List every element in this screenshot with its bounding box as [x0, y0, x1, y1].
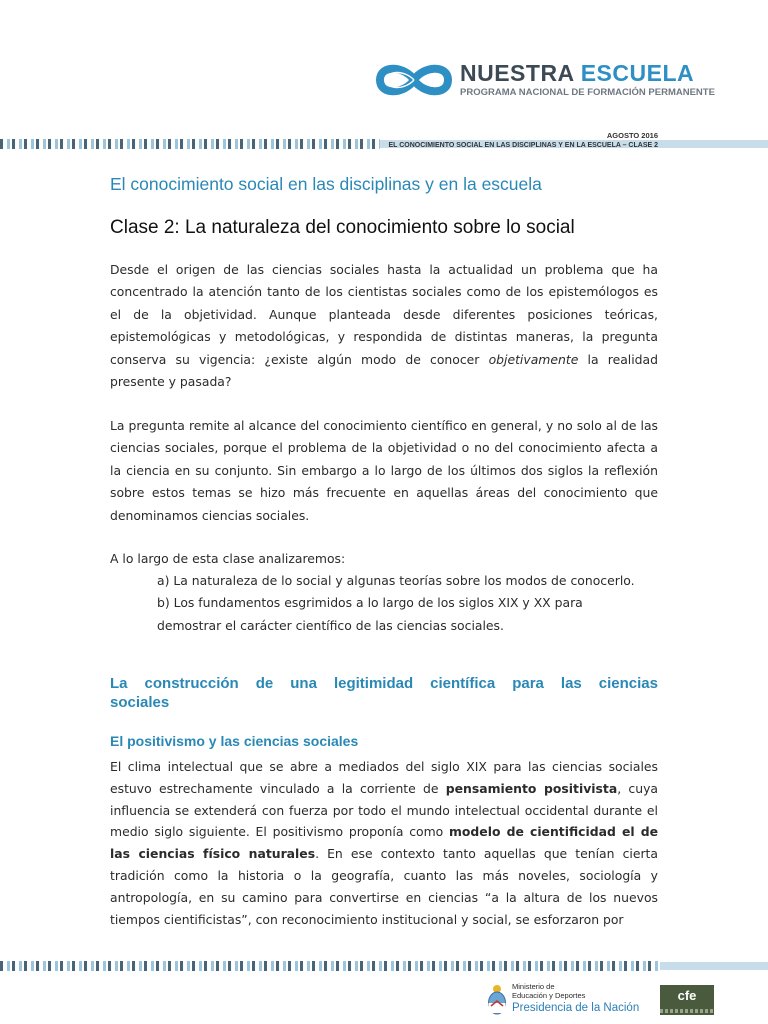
paragraph-objectivity-text-b: la realidad presente y pasada?: [110, 351, 658, 390]
objective-item: b) Los fundamentos esgrimidos a lo largo de los siglos XIX y XX para: [157, 595, 583, 611]
paragraph-scope: La pregunta remite al alcance del conocimiento científico en general, y no solo al de las ciencias sociales, porque el problema de la objetividad o no del conocimiento afecta a la ciencia en su conjunto. Sin embargo a lo largo de los últimos dos siglos la reflexión sobre estos temas se hizo más frecuente en aquellas áreas del conocimiento que denominamos ciencias sociales.: [110, 418, 658, 523]
ministry-name: [512, 983, 585, 1000]
paragraph-positivism-text-c: , cuya influencia se extenderá con fuerza por todo el mundo intelectual occidental durante el medio siglo siguiente. El positivismo proponía como: [110, 780, 658, 840]
ministry-line2: Educación y Deportes: [512, 990, 586, 1000]
objectives-list: [157, 570, 677, 637]
course-running-header: EL CONOCIMIENTO SOCIAL EN LAS DISCIPLINAS Y EN LA ESCUELA – CLASE 2: [388, 142, 658, 149]
ministry-line1: Ministerio de: [512, 982, 555, 991]
section-heading-line1: La construcción de una legitimidad científica para las ciencias: [110, 675, 658, 692]
class-title: Clase 2: La naturaleza del conocimiento sobre lo social: [110, 217, 575, 238]
course-title: El conocimiento social en las disciplinas y en la escuela: [110, 174, 542, 194]
objective-item-continuation: demostrar el carácter científico de las ciencias sociales.: [157, 617, 504, 633]
paragraph-objectivity-text-a: Desde el origen de las ciencias sociales hasta la actualidad un problema que ha concentrado la atención tanto de los cientistas sociales como de los epistemólogos es el de la objetividad. Aunque planteada desde diferentes posiciones teóricas, epistemológicas y metodológicas, y respondida de distintas maneras, la pregunta conserva su vigencia: ¿existe algún modo de conocer: [110, 262, 658, 367]
footer-divider-band: [0, 961, 768, 971]
paragraph-positivism: [110, 756, 658, 930]
paragraph-objectivity: [110, 259, 658, 393]
document-date: AGOSTO 2016: [606, 131, 658, 140]
logo-word-escuela: ESCUELA: [580, 60, 695, 86]
infinity-logo-icon: [374, 58, 454, 102]
bold-scientific-model: modelo de cientificidad el de las ciencias físico naturales: [110, 824, 658, 862]
logo-subtitle: PROGRAMA NACIONAL DE FORMACIÓN PERMANENTE: [460, 87, 715, 98]
logo-name: [460, 60, 694, 86]
objectives-intro: A lo largo de esta clase analizaremos:: [110, 551, 346, 566]
paragraph-positivism-text-d: . En ese contexto tanto aquellas que tenían cierta tradición como la historia o la geografía, cuanto las más noveles, sociología y antropología, en su camino para convertirse en ciencias “a la altura de los nuevos tiempos cientificistas”, con reconocimiento institucional y social, se esforzaron por: [110, 846, 658, 927]
objective-item: a) La naturaleza de lo social y algunas teorías sobre los modos de conocerlo.: [157, 573, 635, 588]
presidency-name: Presidencia de la Nación: [512, 1002, 640, 1014]
header-tick-pattern: [0, 139, 380, 149]
cfe-logo-text: cfe: [677, 988, 697, 1003]
logo-word-nuestra: NUESTRA: [460, 60, 574, 86]
footer-solid-bar: [660, 962, 768, 970]
footer-tick-pattern: [0, 961, 660, 971]
paragraph-objectivity-emphasis: objetivamente: [488, 351, 579, 367]
national-shield-icon: [486, 984, 508, 1016]
paragraph-positivism-text-a: El clima intelectual que se abre a mediados del siglo XIX para las ciencias sociales estuvo estrechamente vinculado a la corriente de: [110, 759, 658, 796]
footer-logos: [486, 980, 716, 1020]
subsection-heading: El positivismo y las ciencias sociales: [110, 733, 359, 749]
bold-positivist-thought: pensamiento positivista: [445, 780, 618, 796]
section-heading-line2: sociales: [110, 694, 170, 711]
cfe-logo: [660, 985, 714, 1015]
cfe-logo-caption-mark: [660, 1009, 714, 1013]
